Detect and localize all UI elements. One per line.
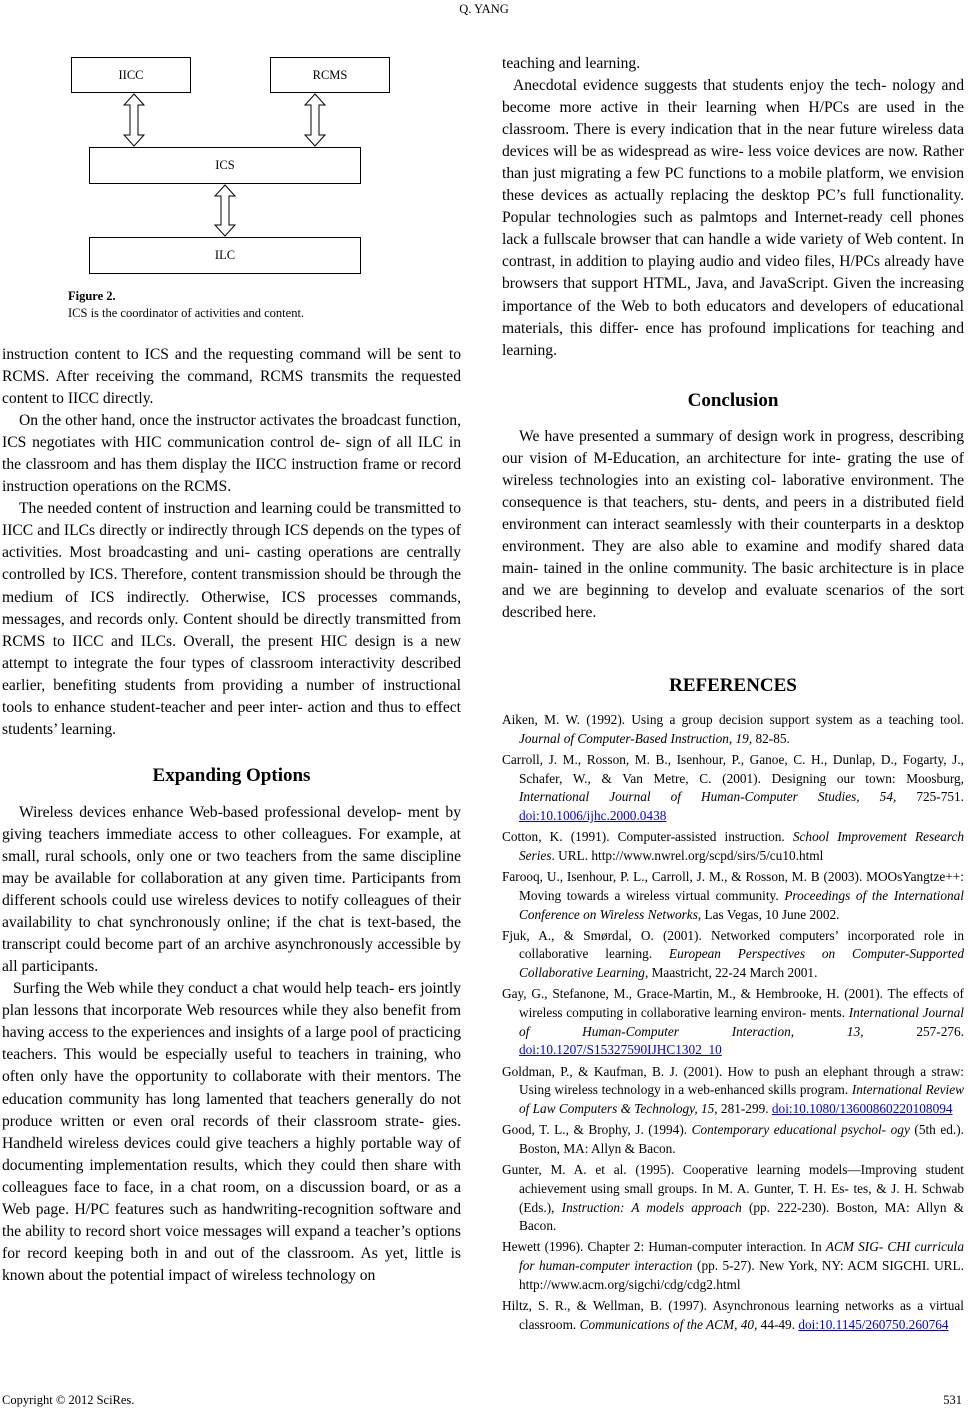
reference-source: European Perspectives on Computer-Supported Collaborative Learning, xyxy=(519,946,964,981)
ics-ilc-arrow xyxy=(214,184,236,237)
reference-details: (pp. 222-230). Boston, MA: Allyn & Bacon. xyxy=(519,1199,965,1234)
rcms-label: RCMS xyxy=(312,67,348,82)
reference-details: . URL. http://www.nwrel.org/scpd/sirs/5/cu10.html xyxy=(551,847,824,863)
paragraph: Anecdotal evidence suggests that students enjoy the tech- nology and become more active in their learning when H/PCs are used in the classroom. There is every indication that in the near future wireless data devices will be as widespread as wire- less voice devices are now. Rather than just migrating a few PC functions to a mobile platform, we envision these devices as actually replacing the desktop PC’s full functionality. Popular technologies such as palmtops and Internet-ready cell phones lack a fullscale browser that can handle a wide variety of Web content. In contrast, in addition to playing audio and video files, H/PCs already have browsers that support HTML, Java, and JavaScript. Given the increasing importance of the Web to both educators and developers of educational materials, this differ- ence has profound implications for teaching and learning. xyxy=(502,77,964,359)
reference-entry xyxy=(502,868,964,924)
reference-details: 257-276. xyxy=(863,1023,964,1039)
page-number: 531 xyxy=(943,1393,962,1407)
section-heading-expanding-options: Expanding Options xyxy=(152,764,311,786)
ilc-box xyxy=(89,237,361,274)
reference-details: Maastricht, 22-24 March 2001. xyxy=(648,965,818,981)
caption-text: ICS is the coordinator of activities and content. xyxy=(68,306,305,320)
reference-source: Proceedings of the International Conference on Wireless Networks, xyxy=(519,887,964,922)
doi-link[interactable]: doi:10.1145/260750.260764 xyxy=(798,1316,949,1332)
paragraph: teaching and learning. xyxy=(502,55,641,72)
reference-text: Hiltz, S. R., & Wellman, B. (1997). Asynchronous learning networks as a virtual classroom. xyxy=(502,1298,964,1332)
reference-entry xyxy=(502,828,964,865)
paragraph: Wireless devices enhance Web-based professional develop- ment by giving teachers immediate access to other colleagues. For example, at small, rural schools, only one or two teachers from the same discipline may be available for collaboration at any given time. Participants from different schools could use wireless devices to notify colleagues of their availability to chat synchronously online; if the chat is text-based, the transcript could become part of an archive asynchronously accessible by all participants. xyxy=(2,803,461,976)
rcms-box xyxy=(270,57,390,93)
caption-title: Figure 2. xyxy=(68,289,116,303)
reference-source: Communications of the ACM, 40, xyxy=(579,1316,758,1332)
copyright-notice: Copyright © 2012 SciRes. xyxy=(2,1393,135,1407)
reference-text: Gay, G., Stefanone, M., Grace-Martin, M., & Hembrooke, H. (2001). The effects of wireless computing in collaborative learning environ- ments. xyxy=(502,986,964,1021)
figure-caption xyxy=(68,288,304,322)
left-column xyxy=(2,344,461,1287)
doi-link[interactable]: doi:10.1207/S15327590IJHC1302_10 xyxy=(519,1042,722,1058)
reference-entry xyxy=(502,1238,964,1294)
iicc-box xyxy=(71,57,191,93)
reference-text: Carroll, J. M., Rosson, M. B., Isenhour, P., Ganoe, C. H., Dunlap, D., Fogarty, J., Schafer, W., & Van Metre, C. (2001). Designing our town: Moosburg, xyxy=(502,751,964,786)
reference-source: School Improvement Research Series xyxy=(519,829,964,863)
ics-box xyxy=(89,147,361,184)
reference-details: 281-299. xyxy=(717,1101,772,1117)
reference-text: Aiken, M. W. (1992). Using a group decision support system as a teaching tool. xyxy=(502,712,964,727)
figure-diagram xyxy=(60,50,390,325)
reference-source: International Review of Law Computers & Technology, 15, xyxy=(519,1082,965,1117)
reference-text: Fjuk, A., & Smørdal, O. (2001). Networked computers’ incorporated role in collaborative learning. xyxy=(502,927,964,962)
iicc-label: IICC xyxy=(118,67,144,82)
reference-list xyxy=(502,711,964,1337)
reference-entry xyxy=(502,1063,964,1119)
reference-source: Contemporary educational psychol- ogy xyxy=(691,1122,910,1138)
reference-text: Cotton, K. (1991). Computer-assisted instruction. xyxy=(502,829,793,845)
reference-details: (5th ed.). Boston, MA: Allyn & Bacon. xyxy=(519,1122,964,1156)
iicc-ics-arrow xyxy=(123,93,145,147)
reference-text: Farooq, U., Isenhour, P. L., Carroll, J. M., & Rosson, M. B (2003). MOOsYangtze++: Moving towards a wireless virtual community. xyxy=(502,869,964,903)
reference-entry xyxy=(502,985,964,1060)
reference-entry xyxy=(502,751,964,826)
ics-label: ICS xyxy=(215,158,235,172)
reference-details: 725-751. xyxy=(896,789,964,805)
ilc-label: ILC xyxy=(214,248,236,262)
reference-text: Hewett (1996). Chapter 2: Human-computer interaction. In xyxy=(502,1239,826,1255)
reference-details: 82-85. xyxy=(752,730,790,746)
reference-text: Good, T. L., & Brophy, J. (1994). xyxy=(502,1122,692,1138)
reference-entry xyxy=(502,1121,964,1158)
reference-details: 44-49. xyxy=(757,1316,799,1332)
right-column xyxy=(502,53,964,624)
section-heading-references: REFERENCES xyxy=(669,675,797,696)
reference-details: (pp. 5-27). New York, NY: ACM SIGCHI. URL. http://www.acm.org/sigchi/cdg/cdg2.html xyxy=(519,1258,964,1292)
section-heading-conclusion: Conclusion xyxy=(687,389,779,411)
reference-entry xyxy=(502,1297,964,1334)
reference-entry xyxy=(502,711,964,748)
reference-source: Journal of Computer-Based Instruction, 19, xyxy=(519,730,753,746)
rcms-ics-arrow xyxy=(304,93,326,147)
paragraph: We have presented a summary of design work in progress, describing our vision of M-Education, an architecture for inte- grating the use of wireless technologies into an existing col- laborative environment. The consequence is that teachers, stu- dents, and peers in a distributed field environment can interact seamlessly with their counterparts in a desktop environment. They are also able to examine and modify shared data main- tained in the online community. The basic architecture is in place and we are beginning to develop and evaluate scenarios of the sort described here. xyxy=(502,427,964,622)
paragraph: The needed content of instruction and learning could be transmitted to IICC and ILCs directly or indirectly through ICS depends on the types of activities. Most broadcasting and uni- casting operations are centrally controlled by ICS. Therefore, content transmission should be through the medium of ICS indirectly. Otherwise, ICS processes commands, messages, and records only. Content should be directly transmitted from RCMS to IICC and ILCs. Overall, the present HIC design is a new attempt to integrate the four types of classroom interactivity described earlier, benefiting students from providing a number of instructional tools to enhance student-teacher and peer inter- action and thus to effect students’ learning. xyxy=(2,500,461,738)
reference-source: Instruction: A models approach xyxy=(561,1199,742,1215)
paragraph: instruction content to ICS and the requesting command will be sent to RCMS. After receiving the command, RCMS transmits the requested content to IICC directly. xyxy=(2,346,461,408)
doi-link[interactable]: doi:10.1006/ijhc.2000.0438 xyxy=(519,808,667,824)
reference-source: ACM SIG- CHI curricula for human-computer interaction xyxy=(519,1239,964,1274)
reference-entry xyxy=(502,1161,964,1236)
reference-source: International Journal of Human-Computer Interaction, 13, xyxy=(519,1005,964,1039)
reference-details: Las Vegas, 10 June 2002. xyxy=(701,906,840,922)
reference-text: Gunter, M. A. et al. (1995). Cooperative learning models—Improving student achievement using small groups. In M. A. Gunter, T. H. Es- tes, & J. H. Schwab (Eds.), xyxy=(502,1162,964,1215)
reference-entry xyxy=(502,927,964,983)
running-head: Q. YANG xyxy=(459,2,509,16)
paragraph: On the other hand, once the instructor activates the broadcast function, ICS negotiates with HIC communication control de- sign of all ILC in the classroom and has them display the IICC instruction frame or record instruction operations on the RCMS. xyxy=(2,412,461,496)
reference-source: International Journal of Human-Computer Studies, 54, xyxy=(519,789,897,805)
reference-text: Goldman, P., & Kaufman, B. J. (2001). How to push an elephant through a straw: Using wireless technology in a web-enhanced skills program. xyxy=(502,1063,964,1098)
paragraph: Surfing the Web while they conduct a chat would help teach- ers jointly plan lessons that incorporate Web resources while they also benefit from having access to the experiences and insights of a large pool of practicing teachers. This would be especially useful to teachers in training, who often only have the opportunity to collaborate with their mentors. The education community has long lamented that teachers generally do not produce written or even oral records of their classroom strate- gies. Handheld wireless devices could give teachers a highly portable way of documenting implementation results, which they could then share with colleagues face to face, in a chat room, on a discussion board, or as a Web page. H/PC features such as handwriting-recognition software and the ability to record short voice messages will expand a teacher’s options for record keeping both in and out of the classroom. As yet, little is known about the potential impact of wireless technology on xyxy=(2,980,461,1284)
doi-link[interactable]: doi:10.1080/13600860220108094 xyxy=(771,1101,953,1117)
